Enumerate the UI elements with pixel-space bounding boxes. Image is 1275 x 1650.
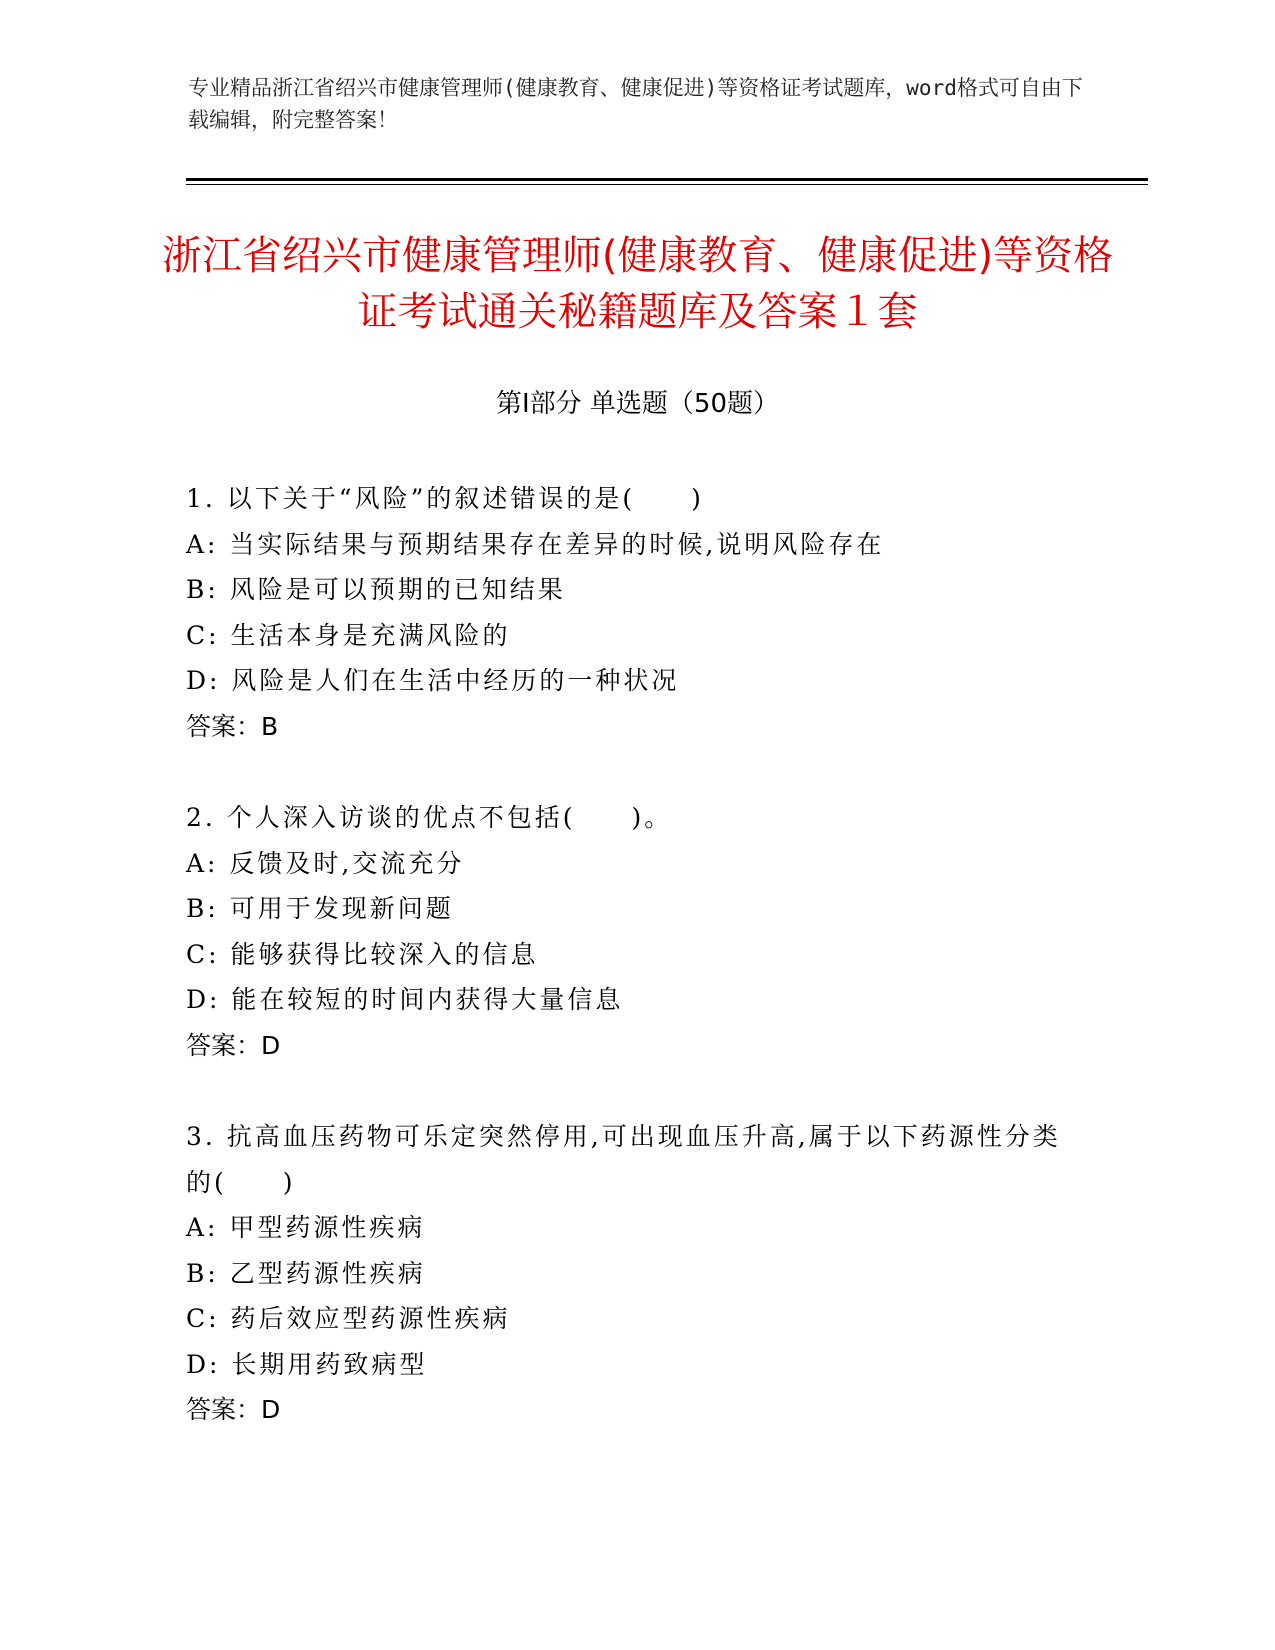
option-a: A: 甲型药源性疾病 [186, 1213, 426, 1242]
option-a: A: 反馈及时,交流充分 [186, 848, 465, 878]
question-stem: 2. 个人深入访谈的优点不包括( )。 [186, 803, 673, 832]
option-d: D: 风险是人们在生活中经历的一种状况 [186, 666, 680, 695]
option-c: C: 生活本身是充满风险的 [186, 620, 511, 650]
question-list [186, 476, 1086, 1479]
header-divider-thick [186, 178, 1148, 181]
option-c: C: 能够获得比较深入的信息 [186, 939, 539, 969]
answer-line: 答案：D [186, 1395, 281, 1424]
question-2 [186, 795, 1086, 1068]
answer-line: 答案：D [186, 1030, 281, 1060]
option-d: D: 长期用药致病型 [186, 1349, 428, 1379]
document-title: 浙江省绍兴市健康管理师(健康教育、健康促进)等资格证考试通关秘籍题库及答案１套 [161, 233, 1114, 335]
question-1 [186, 476, 1086, 749]
answer-line: 答案：B [186, 711, 279, 741]
option-b: B: 可用于发现新问题 [186, 894, 454, 923]
option-b: B: 风险是可以预期的已知结果 [186, 575, 566, 604]
question-stem: 3. 抗高血压药物可乐定突然停用,可出现血压升高,属于以下药源性分类的( ) [186, 1122, 1061, 1197]
option-d: D: 能在较短的时间内获得大量信息 [186, 985, 624, 1014]
header-divider-thin [186, 184, 1148, 185]
question-stem: 1. 以下关于“风险”的叙述错误的是( ) [186, 484, 704, 513]
section-heading: 第Ⅰ部分 单选题（50题） [495, 389, 780, 419]
header-note: 专业精品浙江省绍兴市健康管理师(健康教育、健康促进)等资格证考试题库，word格式可自由下载编辑，附完整答案！ [188, 76, 1083, 132]
option-c: C: 药后效应型药源性疾病 [186, 1304, 511, 1333]
option-b: B: 乙型药源性疾病 [186, 1258, 426, 1288]
question-3 [186, 1114, 1086, 1433]
option-a: A: 当实际结果与预期结果存在差异的时候,说明风险存在 [186, 529, 885, 559]
